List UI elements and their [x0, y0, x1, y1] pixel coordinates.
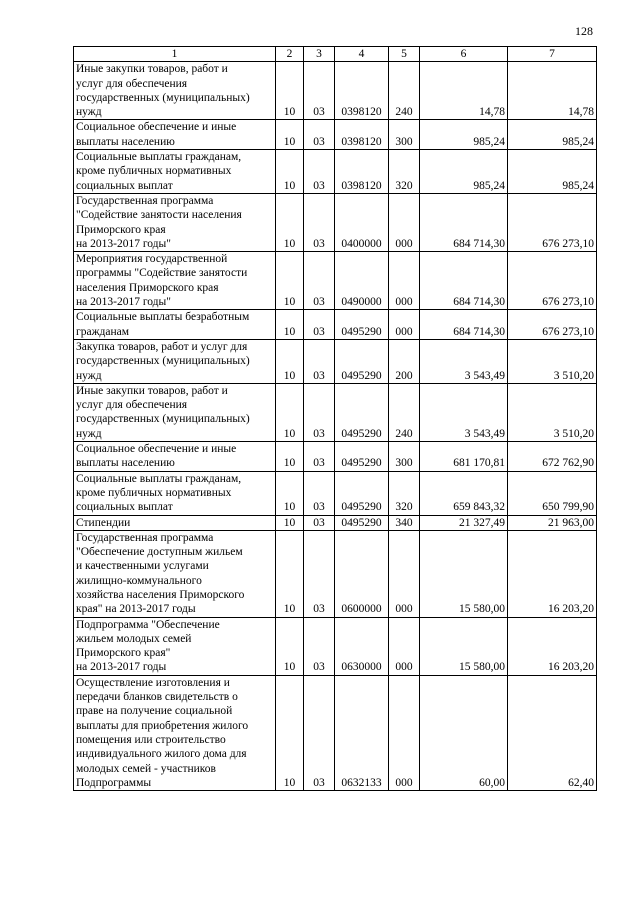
subsection-cell: 03 — [304, 471, 335, 515]
target-article-cell: 0632133 — [335, 675, 389, 790]
subsection-cell: 03 — [304, 193, 335, 251]
subsection-cell: 03 — [304, 617, 335, 675]
column-header: 2 — [276, 47, 304, 62]
section-cell: 10 — [276, 675, 304, 790]
section-cell: 10 — [276, 442, 304, 472]
target-article-cell: 0398120 — [335, 150, 389, 194]
column-header: 4 — [335, 47, 389, 62]
amount-cell: 985,24 — [420, 120, 508, 150]
subsection-cell: 03 — [304, 252, 335, 310]
target-article-cell: 0495290 — [335, 383, 389, 441]
table-row — [74, 471, 597, 515]
row-name-cell: Подпрограмма "Обеспечение жильем молодых семей Приморского края" на 2013-2017 годы — [74, 617, 276, 675]
amount-cell: 15 580,00 — [420, 530, 508, 617]
section-cell: 10 — [276, 252, 304, 310]
target-article-cell: 0495290 — [335, 471, 389, 515]
expense-type-cell: 240 — [389, 383, 420, 441]
table-row — [74, 675, 597, 790]
row-name-cell: Иные закупки товаров, работ и услуг для обеспечения государственных (муниципальных) нужд — [74, 383, 276, 441]
budget-table — [73, 46, 597, 791]
table-row — [74, 120, 597, 150]
table-row — [74, 150, 597, 194]
table-row — [74, 252, 597, 310]
amount-cell: 985,24 — [508, 150, 597, 194]
row-name-cell: Иные закупки товаров, работ и услуг для обеспечения государственных (муниципальных) нужд — [74, 62, 276, 120]
row-name-cell: Социальное обеспечение и иные выплаты населению — [74, 442, 276, 472]
amount-cell: 684 714,30 — [420, 310, 508, 340]
amount-cell: 3 543,49 — [420, 339, 508, 383]
target-article-cell: 0398120 — [335, 62, 389, 120]
amount-cell: 14,78 — [508, 62, 597, 120]
row-name-cell: Государственная программа "Обеспечение доступным жильем и качественными услугами жилищно-коммунального хозяйства населения Приморского края" на 2013-2017 годы — [74, 530, 276, 617]
column-header: 5 — [389, 47, 420, 62]
table-row — [74, 339, 597, 383]
section-cell: 10 — [276, 617, 304, 675]
subsection-cell: 03 — [304, 120, 335, 150]
subsection-cell: 03 — [304, 530, 335, 617]
expense-type-cell: 320 — [389, 150, 420, 194]
expense-type-cell: 300 — [389, 442, 420, 472]
table-row — [74, 515, 597, 530]
amount-cell: 21 963,00 — [508, 515, 597, 530]
amount-cell: 15 580,00 — [420, 617, 508, 675]
expense-type-cell: 000 — [389, 252, 420, 310]
section-cell: 10 — [276, 383, 304, 441]
expense-type-cell: 320 — [389, 471, 420, 515]
target-article-cell: 0495290 — [335, 515, 389, 530]
subsection-cell: 03 — [304, 62, 335, 120]
expense-type-cell: 000 — [389, 675, 420, 790]
target-article-cell: 0495290 — [335, 339, 389, 383]
amount-cell: 684 714,30 — [420, 252, 508, 310]
amount-cell: 3 543,49 — [420, 383, 508, 441]
section-cell: 10 — [276, 530, 304, 617]
amount-cell: 16 203,20 — [508, 617, 597, 675]
column-header: 3 — [304, 47, 335, 62]
amount-cell: 684 714,30 — [420, 193, 508, 251]
subsection-cell: 03 — [304, 310, 335, 340]
row-name-cell: Социальное обеспечение и иные выплаты населению — [74, 120, 276, 150]
target-article-cell: 0630000 — [335, 617, 389, 675]
table-header-row — [74, 47, 597, 62]
row-name-cell: Мероприятия государственной программы "Содействие занятости населения Приморского края на 2013-2017 годы" — [74, 252, 276, 310]
target-article-cell: 0400000 — [335, 193, 389, 251]
amount-cell: 676 273,10 — [508, 252, 597, 310]
section-cell: 10 — [276, 515, 304, 530]
row-name-cell: Стипендии — [74, 515, 276, 530]
amount-cell: 659 843,32 — [420, 471, 508, 515]
expense-type-cell: 000 — [389, 617, 420, 675]
expense-type-cell: 000 — [389, 310, 420, 340]
section-cell: 10 — [276, 150, 304, 194]
section-cell: 10 — [276, 193, 304, 251]
amount-cell: 16 203,20 — [508, 530, 597, 617]
row-name-cell: Социальные выплаты гражданам, кроме публичных нормативных социальных выплат — [74, 150, 276, 194]
table-row — [74, 193, 597, 251]
table-row — [74, 310, 597, 340]
section-cell: 10 — [276, 120, 304, 150]
target-article-cell: 0398120 — [335, 120, 389, 150]
expense-type-cell: 000 — [389, 530, 420, 617]
subsection-cell: 03 — [304, 442, 335, 472]
amount-cell: 14,78 — [420, 62, 508, 120]
table-row — [74, 442, 597, 472]
expense-type-cell: 240 — [389, 62, 420, 120]
amount-cell: 985,24 — [508, 120, 597, 150]
subsection-cell: 03 — [304, 339, 335, 383]
amount-cell: 676 273,10 — [508, 193, 597, 251]
table-row — [74, 62, 597, 120]
amount-cell: 676 273,10 — [508, 310, 597, 340]
amount-cell: 672 762,90 — [508, 442, 597, 472]
expense-type-cell: 340 — [389, 515, 420, 530]
row-name-cell: Осуществление изготовления и передачи бланков свидетельств о праве на получение социальной выплаты для приобретения жилого помещения или строительство индивидуального жилого дома для молодых семей - участников Подпрограммы — [74, 675, 276, 790]
amount-cell: 60,00 — [420, 675, 508, 790]
column-header: 6 — [420, 47, 508, 62]
subsection-cell: 03 — [304, 675, 335, 790]
row-name-cell: Социальные выплаты гражданам, кроме публичных нормативных социальных выплат — [74, 471, 276, 515]
amount-cell: 985,24 — [420, 150, 508, 194]
row-name-cell: Закупка товаров, работ и услуг для государственных (муниципальных) нужд — [74, 339, 276, 383]
amount-cell: 3 510,20 — [508, 339, 597, 383]
target-article-cell: 0490000 — [335, 252, 389, 310]
row-name-cell: Государственная программа "Содействие занятости населения Приморского края на 2013-2017 годы" — [74, 193, 276, 251]
column-header: 7 — [508, 47, 597, 62]
target-article-cell: 0495290 — [335, 310, 389, 340]
page-number: 128 — [575, 24, 593, 38]
target-article-cell: 0495290 — [335, 442, 389, 472]
amount-cell: 650 799,90 — [508, 471, 597, 515]
row-name-cell: Социальные выплаты безработным гражданам — [74, 310, 276, 340]
expense-type-cell: 200 — [389, 339, 420, 383]
column-header: 1 — [74, 47, 276, 62]
amount-cell: 681 170,81 — [420, 442, 508, 472]
table-row — [74, 383, 597, 441]
section-cell: 10 — [276, 471, 304, 515]
expense-type-cell: 000 — [389, 193, 420, 251]
table-row — [74, 530, 597, 617]
amount-cell: 62,40 — [508, 675, 597, 790]
subsection-cell: 03 — [304, 515, 335, 530]
section-cell: 10 — [276, 62, 304, 120]
amount-cell: 3 510,20 — [508, 383, 597, 441]
section-cell: 10 — [276, 310, 304, 340]
table-row — [74, 617, 597, 675]
subsection-cell: 03 — [304, 383, 335, 441]
amount-cell: 21 327,49 — [420, 515, 508, 530]
expense-type-cell: 300 — [389, 120, 420, 150]
section-cell: 10 — [276, 339, 304, 383]
target-article-cell: 0600000 — [335, 530, 389, 617]
subsection-cell: 03 — [304, 150, 335, 194]
